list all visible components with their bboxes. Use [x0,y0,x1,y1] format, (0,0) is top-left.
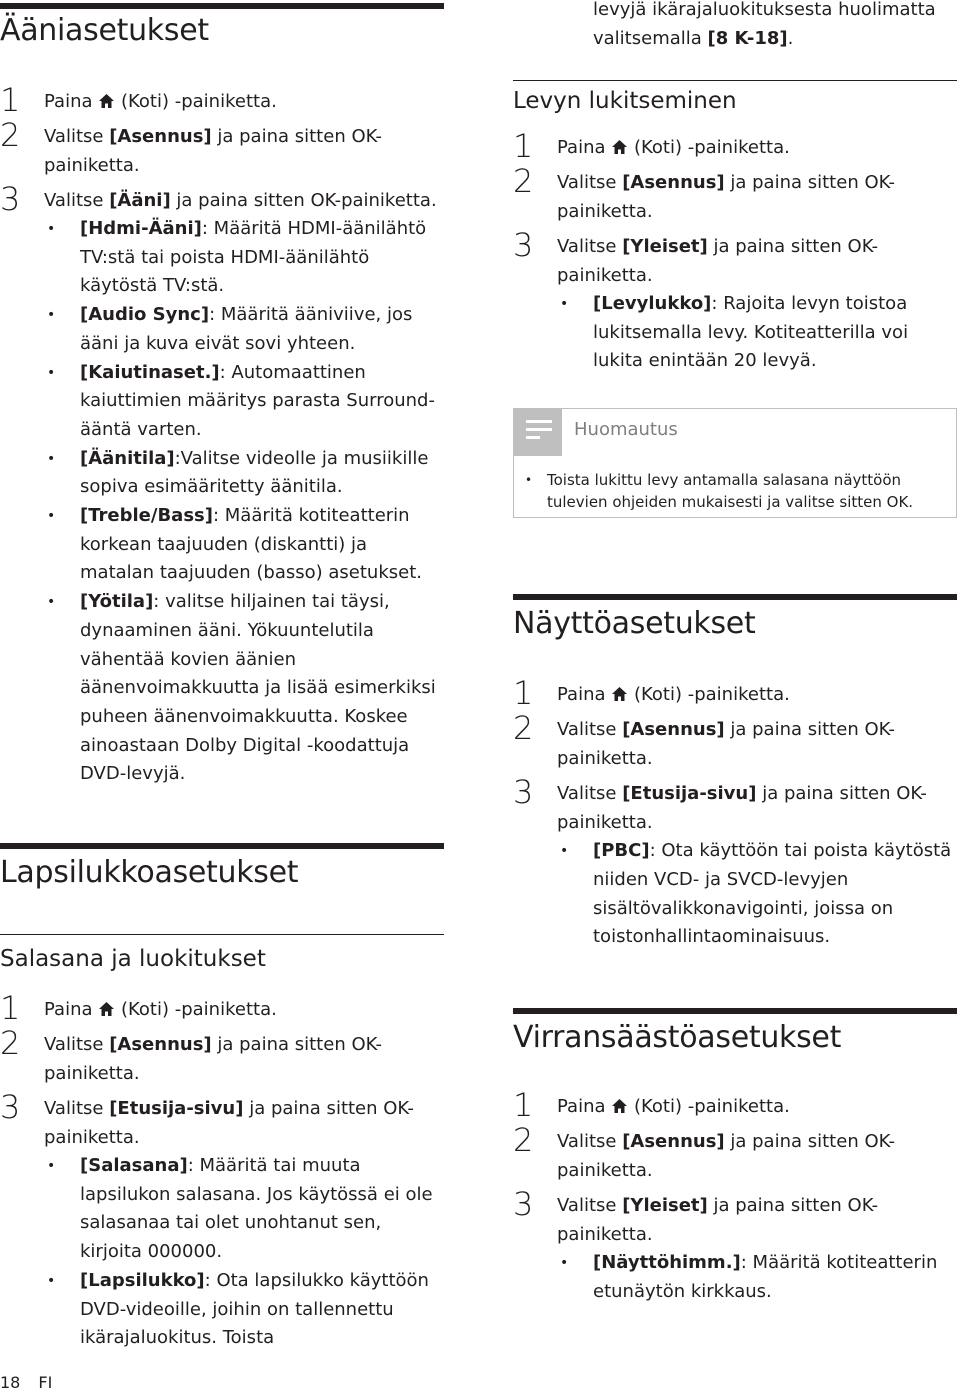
list-item: • [Salasana]: Määritä tai muuta lapsilukon salasana. Jos käytössä ei ole salasanaa tai olet unohtanut sen, kirjoita 000000. [80,1152,444,1267]
home-icon [611,1098,628,1114]
step-1: 1 Paina (Koti) -painiketta. [0,81,277,119]
step-3: 3 Valitse [Ääni] ja paina sitten OK-painiketta. [0,180,437,218]
subsection-rule [0,934,444,935]
note-title: Huomautus [574,419,678,441]
section-title-parental: Lapsilukkoasetukset [0,855,299,891]
steps-parental [0,989,444,1152]
step-2: 2 Valitse [Asennus] ja paina sitten OK-painiketta. [513,1120,896,1181]
section-title-audio: Ääniasetukset [0,13,209,48]
list-item: • [Levylukko]: Rajoita levyn toistoa lukitsemalla levy. Kotiteatterilla voi lukita enintään 20 levyä. [593,290,957,376]
list-item: • [PBC]: Ota käyttöön tai poista käytöstä niiden VCD- ja SVCD-levyjen sisältövalikkonavigointi, joissa on toistonhallintaominaisuus. [593,837,957,952]
section-title-display: Näyttöasetukset [513,606,756,642]
page-footer [0,1373,70,1392]
left-column [0,0,444,1353]
step-2: 2 Valitse [Asennus] ja paina sitten OK-painiketta. [0,116,383,176]
bullet-list-parental [0,1152,444,1353]
list-item: • [Äänitila]:Valitse videolle ja musiikille sopiva esimääritetty äänitila. [80,445,444,502]
step-3: 3 Valitse [Etusija-sivu] ja paina sitten OK-painiketta. [513,773,927,834]
list-item: • [Kaiutinaset.]: Automaattinen kaiuttimien määritys parasta Surround-ääntä varten. [80,359,444,445]
subsection-title-password: Salasana ja luokitukset [0,946,266,973]
step-3: 3 Valitse [Etusija-sivu] ja paina sitten OK-painiketta. [0,1088,414,1149]
steps-audio [0,81,444,218]
bullet-list-audio [0,215,444,789]
section-rule [0,843,444,849]
note-text: • Toista lukittu levy antamalla salasana näyttöön tulevien ohjeiden mukaisesti ja valitse sitten OK. [547,469,936,513]
bullet-list-disc-lock [513,290,957,376]
continued-text: levyjä ikärajaluokituksesta huolimatta valitsemalla [8 K-18]. [593,0,936,49]
steps-disc-lock [513,127,957,290]
subsection-rule [513,80,957,81]
home-icon [98,93,115,109]
language-code: FI [38,1373,53,1392]
step-1: 1 Paina (Koti) -painiketta. [0,989,277,1028]
list-item: • [Hdmi-Ääni]: Määritä HDMI-äänilähtö TV:stä tai poista HDMI-äänilähtö käytöstä TV:stä. [80,215,444,301]
home-icon [98,1001,115,1017]
home-icon [611,139,628,155]
section-rule [513,594,957,600]
steps-power [513,1085,957,1249]
step-2: 2 Valitse [Asennus] ja paina sitten OK-painiketta. [0,1024,383,1085]
section-rule [0,3,444,9]
bullet-list-power [513,1249,957,1306]
bullet-list-display [513,837,957,952]
note-box [513,408,957,518]
list-item: • [Lapsilukko]: Ota lapsilukko käyttöön DVD-videoille, joihin on tallennettu ikärajaluokitus. Toista [80,1267,444,1353]
step-2: 2 Valitse [Asennus] ja paina sitten OK-painiketta. [513,162,896,222]
page-number: 18 [0,1373,21,1392]
right-column [513,0,957,1306]
step-1: 1 Paina (Koti) -painiketta. [513,1085,790,1124]
step-3: 3 Valitse [Yleiset] ja paina sitten OK-painiketta. [513,226,879,286]
subsection-title-disc-lock: Levyn lukitseminen [513,88,737,114]
list-item: • [Audio Sync]: Määritä ääniviive, jos ääni ja kuva eivät sovi yhteen. [80,301,444,358]
section-title-power: Virransäästöasetukset [513,1019,842,1055]
section-rule [513,1008,957,1014]
list-item: • [Yötila]: valitse hiljainen tai täysi, dynaaminen ääni. Yökuuntelutila vähentää kovien äänien äänenvoimakkuutta ja lisää esimerkiksi puheen äänenvoimakkuutta. Koskee ainoastaan Dolby Digital -koodattuja DVD-levyjä. [80,588,444,789]
list-item: • [Näyttöhimm.]: Määritä kotiteatterin etunäytön kirkkaus. [593,1249,957,1306]
list-item: • [Treble/Bass]: Määritä kotiteatterin korkean taajuuden (diskantti) ja matalan taajuuden (basso) asetukset. [80,502,444,588]
note-icon [514,408,562,456]
step-1: 1 Paina (Koti) -painiketta. [513,674,790,713]
step-1: 1 Paina (Koti) -painiketta. [513,127,790,165]
home-icon [611,686,628,702]
step-3: 3 Valitse [Yleiset] ja paina sitten OK-painiketta. [513,1184,879,1245]
step-2: 2 Valitse [Asennus] ja paina sitten OK-painiketta. [513,709,896,770]
steps-display [513,674,957,837]
